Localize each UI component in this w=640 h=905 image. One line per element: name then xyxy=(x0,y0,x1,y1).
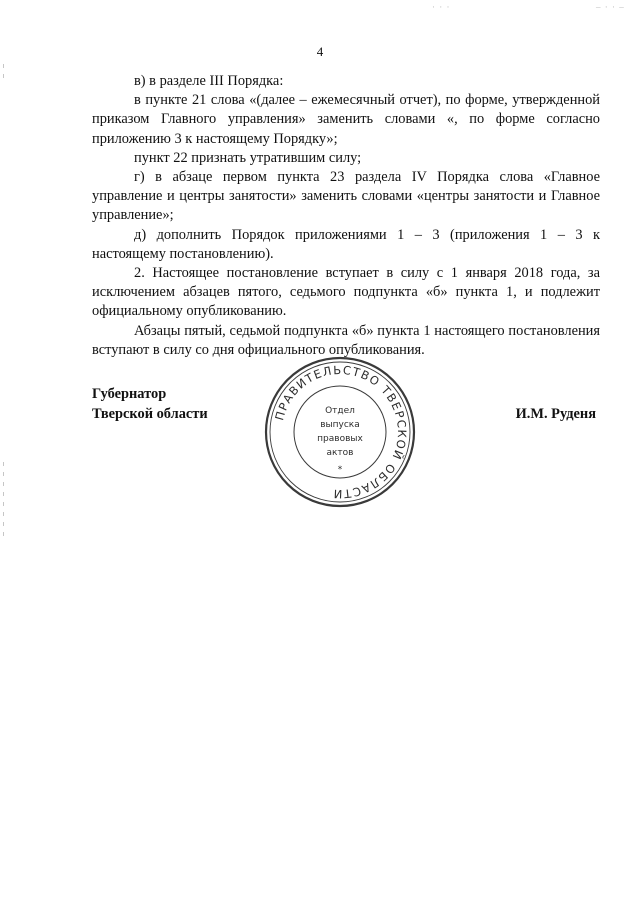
paragraph-item-23: г) в абзаце первом пункта 23 раздела IV Порядка слова «Главное управление и центры занятости» заменить словами «центры занятости и Главное управление»; xyxy=(92,169,600,224)
seal-outer-ring xyxy=(266,358,414,506)
seal-text-line-1: Отдел xyxy=(325,406,355,416)
document-body xyxy=(92,72,600,360)
signatory-name: И.М. Руденя xyxy=(515,406,596,422)
scan-corner-mark-right: – · · – xyxy=(596,2,625,12)
seal-star: * xyxy=(337,465,343,475)
page-number: 4 xyxy=(316,44,324,59)
scan-corner-mark-left: · · · xyxy=(432,2,451,12)
signatory-position xyxy=(92,384,208,424)
official-seal xyxy=(262,354,418,510)
seal-ring-text: ПРАВИТЕЛЬСТВО ТВЕРСКОЙ ОБЛАСТИ xyxy=(272,362,410,502)
seal-text-line-2: выпуска xyxy=(320,420,360,430)
paragraph-effective-date: 2. Настоящее постановление вступает в силу с 1 января 2018 года, за исключением абзацев пятого, седьмого подпункта «б» пункта 1, и подлежит официальному опубликованию. xyxy=(92,265,600,320)
scan-edge-marks-bottom xyxy=(3,462,5,542)
scan-edge-marks-top xyxy=(3,64,5,84)
seal-text-line-4: актов xyxy=(326,448,354,458)
signatory-title: Губернатор xyxy=(92,386,167,402)
paragraph-section-3: в) в разделе III Порядка: xyxy=(134,73,284,89)
paragraph-official-publication: Абзацы пятый, седьмой подпункта «б» пункта 1 настоящего постановления вступают в силу со дня официального опубликования. xyxy=(92,322,600,358)
paragraph-item-22: пункт 22 признать утратившим силу; xyxy=(134,149,362,166)
seal-inner-ring xyxy=(270,362,410,502)
paragraph-appendices: д) дополнить Порядок приложениями 1 – 3 (приложения 1 – 3 к настоящему постановлению). xyxy=(92,226,600,262)
paragraph-item-21: в пункте 21 слова «(далее – ежемесячный отчет), по форме, утвержденной приказом Главного управления» заменить словами «, по форме согласно приложению 3 к настоящему Порядку»; xyxy=(92,92,600,147)
seal-text-line-3: правовых xyxy=(317,434,363,444)
signatory-region: Тверской области xyxy=(92,406,208,422)
